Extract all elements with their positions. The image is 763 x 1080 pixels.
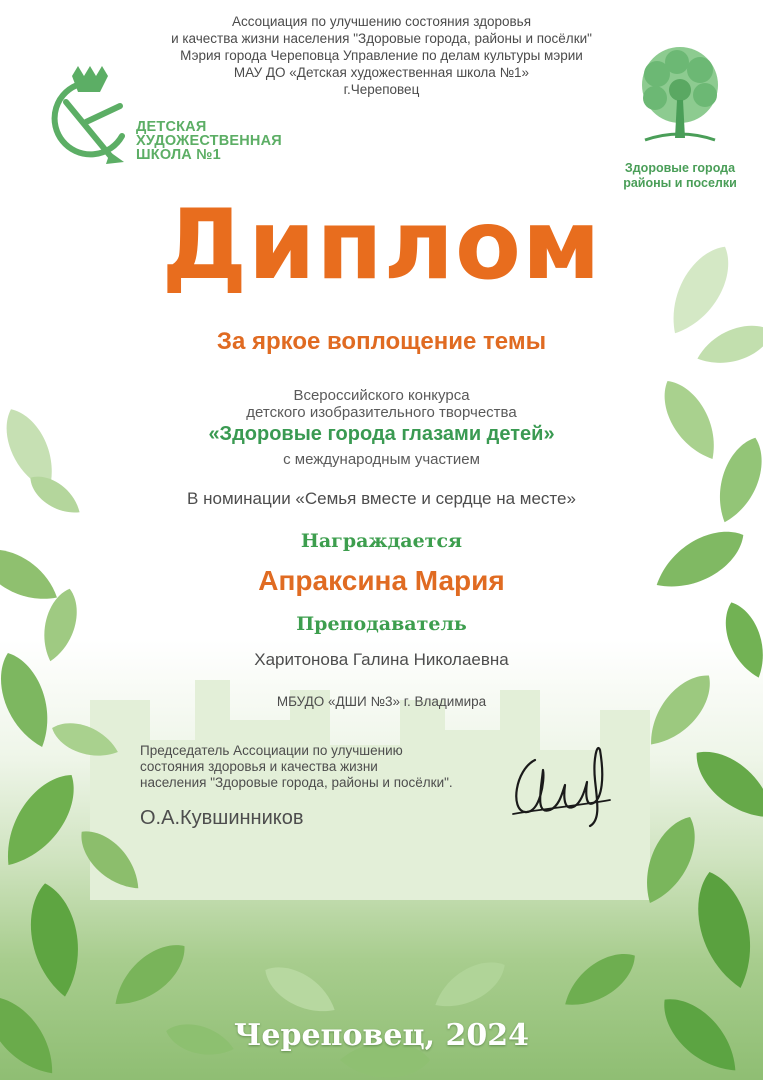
logo-school-line: ДЕТСКАЯ (136, 119, 207, 135)
logo-school-line: ШКОЛА №1 (136, 147, 221, 163)
chair-title-line: состояния здоровья и качества жизни (140, 759, 378, 774)
tree-icon (605, 40, 755, 160)
header-line-4: МАУ ДО «Детская художественная школа №1» (233, 65, 530, 80)
footer-city-year: Череповец, 2024 (234, 1018, 529, 1053)
chair-title-line: Председатель Ассоциации по улучшению (140, 743, 403, 758)
logo-school-line: ХУДОЖЕСТВЕННАЯ (136, 133, 282, 149)
chair-title-line: населения "Здоровые города, районы и посёлки". (140, 775, 453, 790)
art-school-emblem-icon (40, 66, 140, 170)
diploma-title: Диплом (161, 189, 602, 301)
bottom-leaves (258, 951, 513, 1077)
healthy-cities-logo (605, 40, 755, 200)
art-school-logo-text (136, 120, 282, 162)
chair-title (140, 743, 520, 791)
institution: МБУДО «ДШИ №3» г. Владимира (276, 694, 487, 709)
chair-name: О.А.Кувшинников (140, 807, 304, 829)
recipient-name: Апраксина Мария (258, 565, 505, 596)
diploma-subtitle: За яркое воплощение темы (216, 328, 547, 355)
teacher-label: Преподаватель (296, 613, 467, 635)
contest-line-3: с международным участием (283, 451, 480, 468)
header-line-3: Мэрия города Череповца Управление по делам культуры мэрии (180, 48, 583, 63)
teacher-name: Харитонова Галина Николаевна (254, 650, 509, 669)
header-line-5: г.Череповец (343, 82, 420, 97)
art-school-logo (40, 66, 320, 170)
logo-cities-line: районы и поселки (623, 176, 737, 190)
contest-line-2: детского изобразительного творчества (246, 404, 517, 421)
header-line-2: и качества жизни населения "Здоровые города, районы и посёлки" (171, 31, 592, 46)
contest-line-1: Всероссийского конкурса (293, 387, 470, 404)
awarded-label: Награждается (300, 530, 463, 552)
signature-icon (505, 740, 615, 830)
logo-cities-line: Здоровые города (624, 161, 736, 175)
healthy-cities-logo-text (605, 161, 755, 191)
nomination: В номинации «Семья вместе и сердце на месте» (187, 489, 576, 508)
contest-name: «Здоровые города глазами детей» (208, 423, 555, 445)
header-line-1: Ассоциация по улучшению состояния здоровья (231, 14, 532, 29)
